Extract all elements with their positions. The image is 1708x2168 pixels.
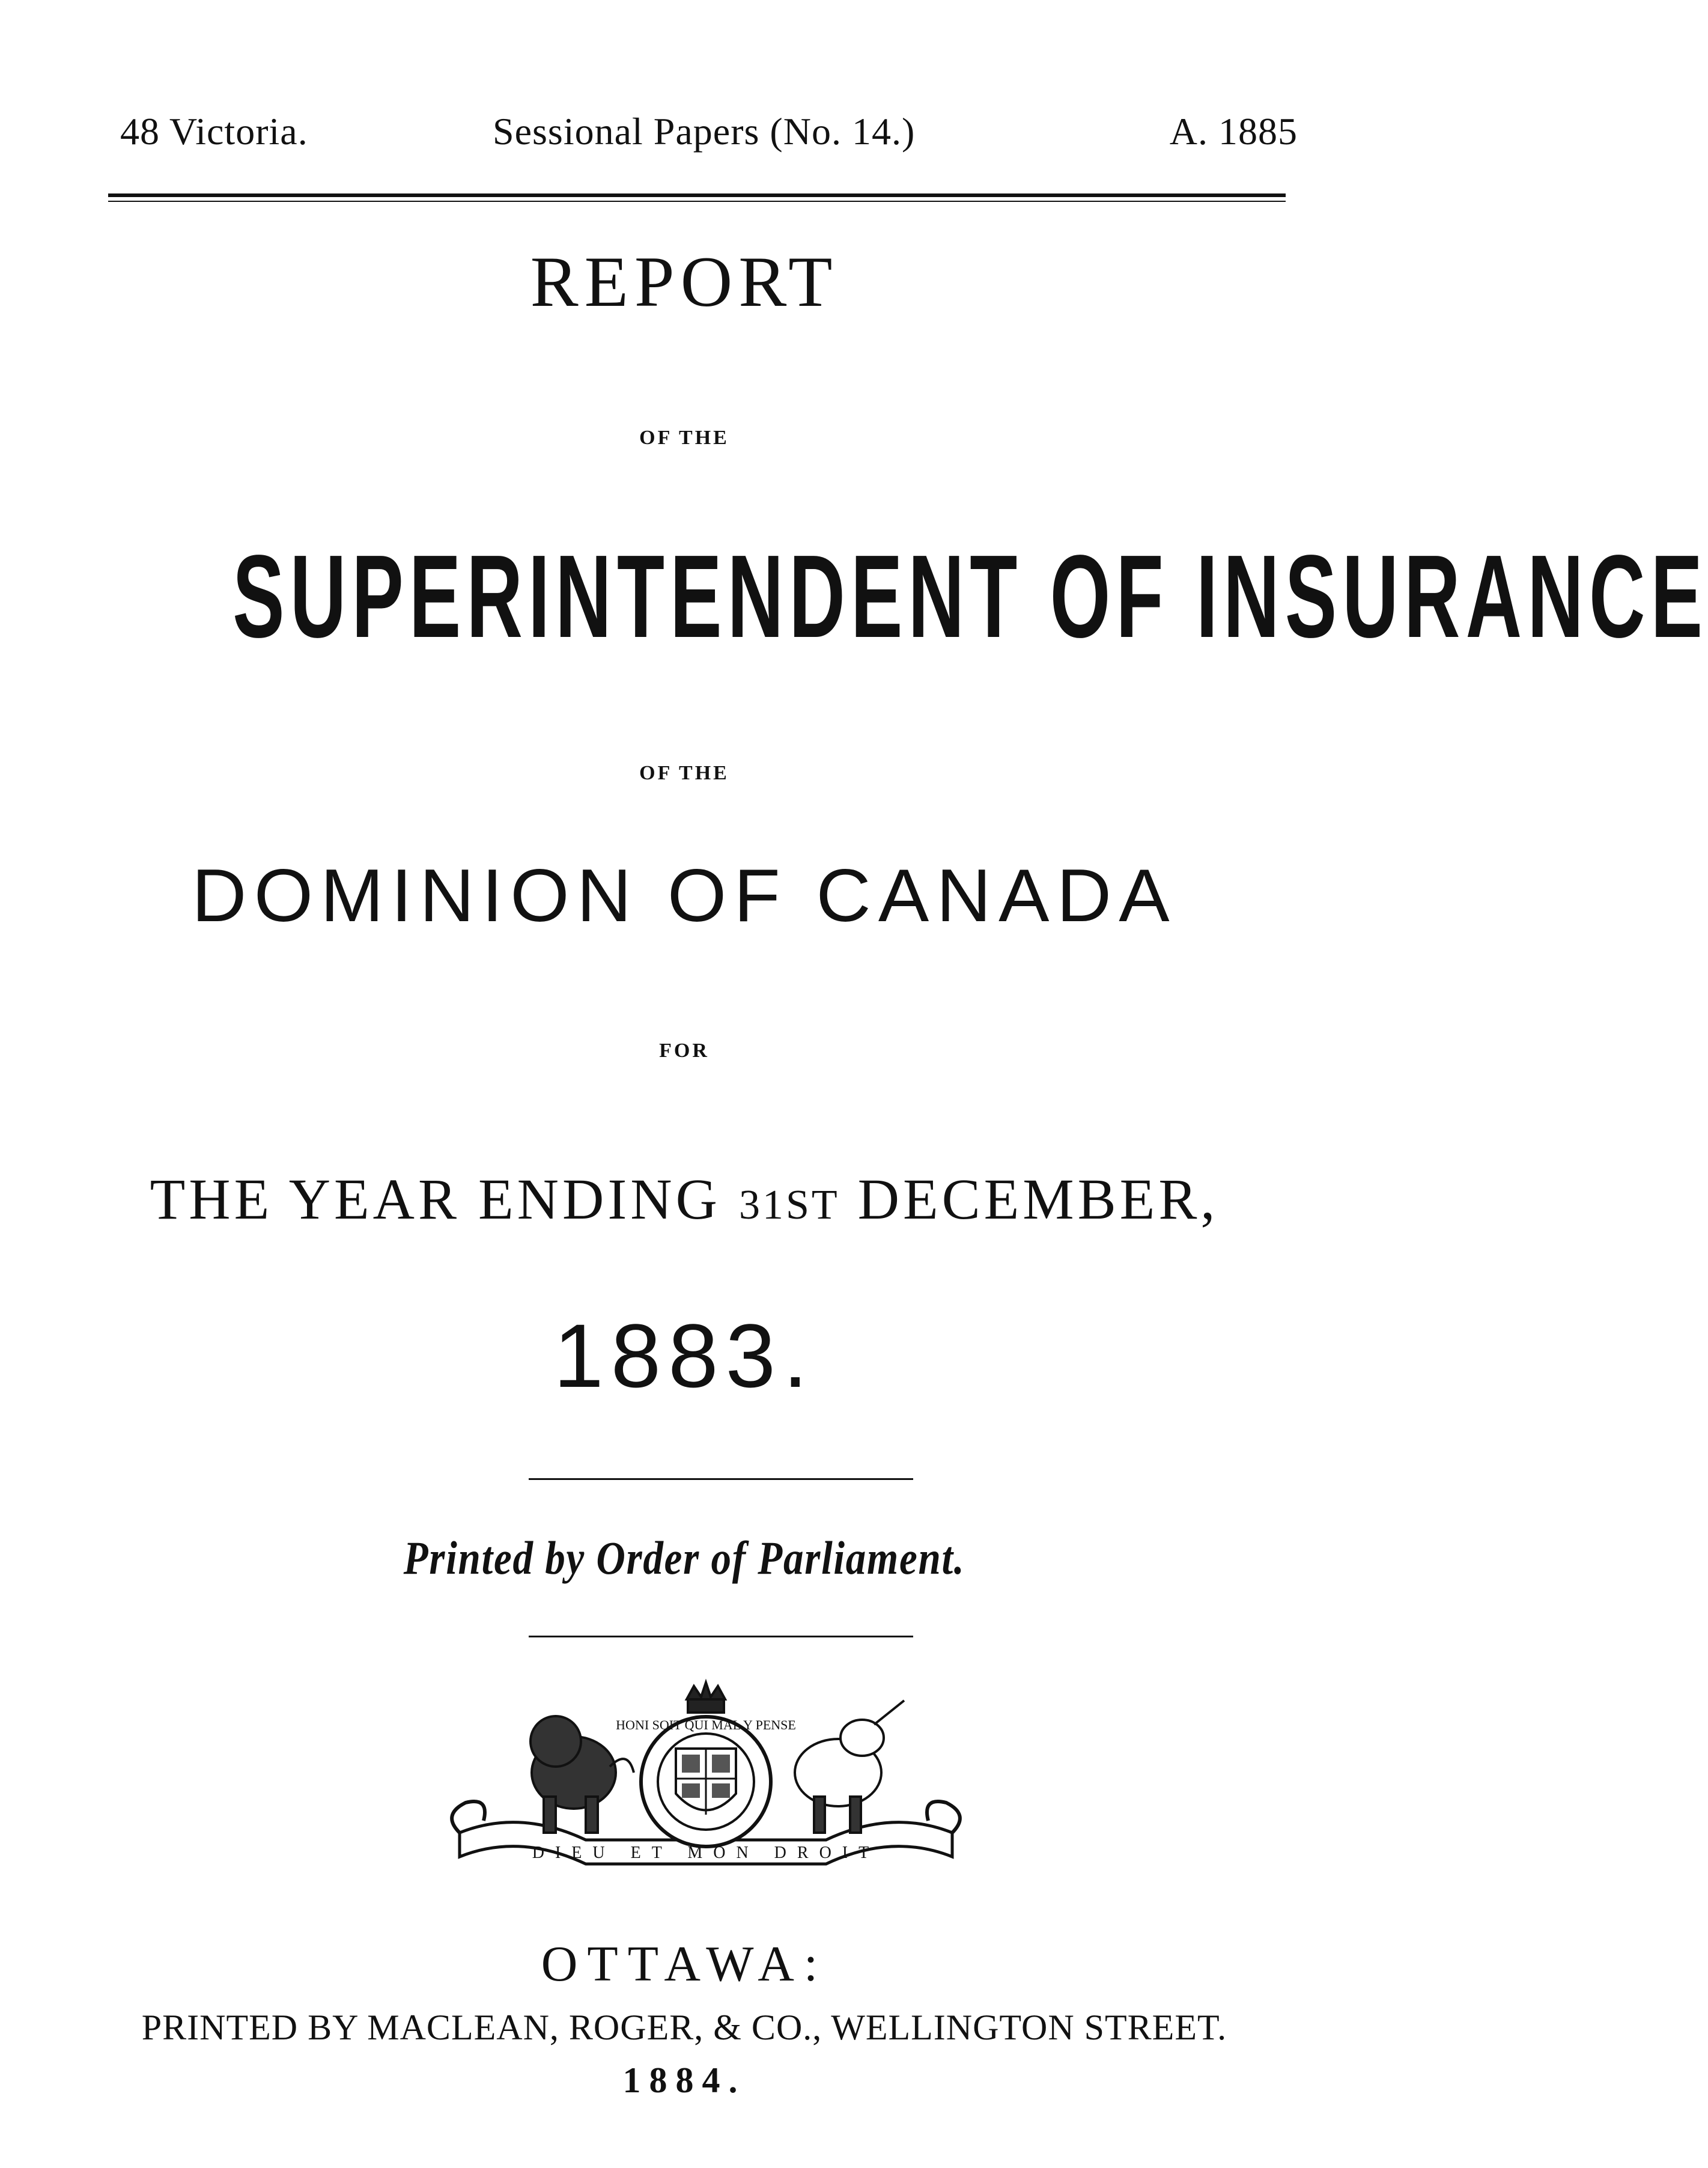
year-label: A. 1885	[1169, 110, 1298, 153]
sessional-papers-label: Sessional Papers (No. 14.)	[493, 110, 916, 153]
report-title: REPORT	[530, 242, 839, 321]
of-the-line-2: OF THE	[639, 762, 729, 784]
royal-coat-of-arms-icon	[448, 1682, 964, 1881]
year-ending-line	[0, 1166, 1369, 1232]
ribbon-motto: DIEU ET MON DROIT	[532, 1844, 880, 1862]
divider-above-order	[529, 1478, 913, 1480]
header-divider	[108, 193, 1286, 202]
year-ending-suffix: DECEMBER,	[839, 1167, 1219, 1231]
imprint-printer: PRINTED BY MACLEAN, ROGER, & CO., WELLINGTON STREET.	[141, 2008, 1227, 2047]
report-year: 1883.	[553, 1305, 815, 1406]
divider-below-order	[529, 1636, 913, 1637]
garter-motto: HONI SOIT QUI MAL Y PENSE	[616, 1717, 796, 1732]
running-header	[120, 109, 1298, 163]
dominion-title: DOMINION OF CANADA	[192, 854, 1177, 937]
for-line: FOR	[659, 1040, 710, 1062]
year-ending-day: 31ST	[738, 1182, 840, 1228]
superintendent-title: SUPERINTENDENT OF INSURANCE	[232, 531, 1708, 662]
imprint-year: 1884.	[622, 2060, 746, 2100]
printed-by-order: Printed by Order of Parliament.	[403, 1532, 965, 1584]
of-the-line-1: OF THE	[639, 427, 729, 449]
year-ending-prefix: THE YEAR ENDING	[150, 1167, 739, 1231]
imprint-city: OTTAWA:	[541, 1936, 828, 1992]
session-label: 48 Victoria.	[120, 110, 308, 153]
